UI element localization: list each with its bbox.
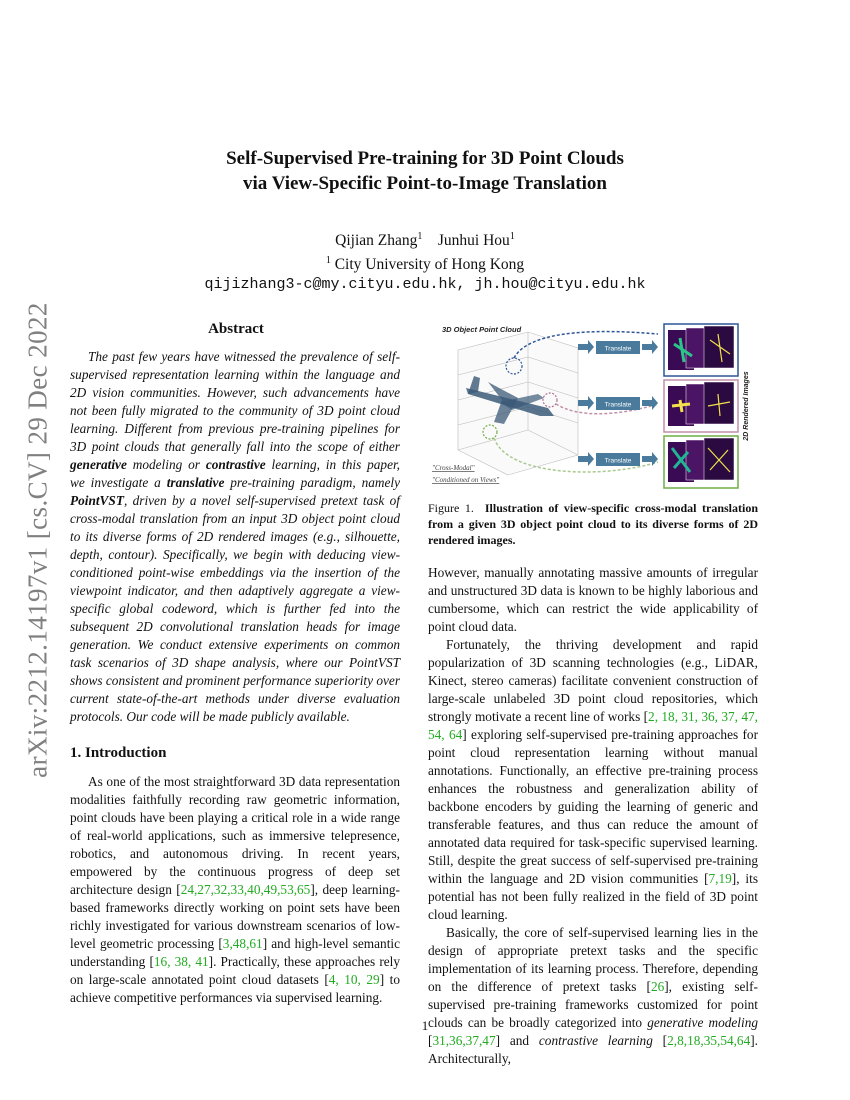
citation-link[interactable]: 26 [650,979,665,994]
intro-heading: 1. Introduction [70,745,167,761]
translate-row-3 [578,452,658,466]
author-emails: qijizhang3-c@my.cityu.edu.hk, jh.hou@cityu.edu.hk [204,276,646,294]
abstract-text-4: pre-training paradigm, namely [224,475,401,490]
right-column-body [428,564,758,1068]
right-text-4: Basically, the core of self-supervised learning lies in the design of appropriate pretext tasks and the specific implementation of its learning process. Therefore, depending on the difference of pretext tasks [ [428,925,758,994]
right-text-1: Fortunately, the thriving development and rapid popularization of 3D scanning technologies (e.g., LiDAR, Kinect, stereo cameras) facilitate convenient construction of large-scale unlabeled 3D point cloud repositories, which strongly motivate a recent line of works [ [428,637,758,724]
right-text-6: [ [428,1033,433,1048]
rendered-images-label: 2D Rendered Images [743,371,750,441]
citation-link[interactable]: 7,19 [708,871,732,886]
label-conditioned-views: "Conditioned on Views" [432,476,500,484]
affiliation [110,251,740,275]
arxiv-identifier: arXiv:2212.14197v1 [cs.CV] 29 Dec 2022 [22,302,53,778]
rendered-images-1 [664,324,738,376]
abstract-emph-pointvst: PointVST [70,493,124,508]
abstract-emph-generative: generative [70,457,127,472]
abstract-text-5: , driven by a novel self-supervised pretext task of cross-modal translation from an input 3D object point cloud to its diverse forms of 2D rendered images (e.g., silhouette, depth, contour). Specifically, we begin with deducing view-conditioned point-wise embeddings via the insertion of the viewpoint indicator, and then adaptively aggregate a view-specific global codeword, which is further fed into the subsequent 2D convolutional translation heads for image generation. We conduct extensive experiments on common task scenarios of 3D shape analysis, where our PointVST shows consistent and prominent performance superiority over current state-of-the-art methods under diverse evaluation protocols. Our code will be made publicly available. [70,493,400,724]
right-paragraph-2 [428,636,758,924]
figure-1-caption [428,500,758,548]
citation-link[interactable]: 4, 10, 29 [328,972,380,987]
intro-text-4: ]. Practically, these approaches rely on large-scale annotated point cloud datasets [ [70,954,401,987]
intro-text-5: ] to achieve competitive performances via supervised learning. [70,972,400,1005]
intro-text-1: As one of the most straightforward 3D data representation modalities faithfully recording raw geometric information, point clouds have been playing a critical role in a wide range of real-world applications, such as immersive telepresence, robotics, and autonomous driving. In recent years, empowered by the continuous progress of deep set architecture design [ [70,774,400,897]
rendered-images-2 [664,380,738,432]
citation-link[interactable]: 16, 38, 41 [153,954,209,969]
term-contrastive-learning: contrastive learning [538,1033,653,1048]
abstract-paragraph [70,348,400,726]
translate-label-1: Translate [604,345,632,353]
citation-link[interactable]: 3,48,61 [222,936,263,951]
citation-link[interactable]: 31,36,37,47 [432,1033,496,1048]
term-generative-modeling: generative modeling [647,1015,758,1030]
abstract-emph-translative: translative [166,475,225,490]
author-names [110,227,740,251]
abstract-text-2: modeling or [126,457,206,472]
right-text-2: ] exploring self-supervised pre-training approaches for point cloud representation learning without manual annotations. Functionally, an effective pre-training process enhances the robustness and generalization ability of backbone encoders by guiding the learning of generic and transferable features, and thus can reduce the amount of annotated data required for task-specific supervised learning. Still, despite the great success of self-supervised pre-training within the language and 2D vision communities [ [428,727,759,886]
right-paragraph-1: However, manually annotating massive amounts of irregular and unstructured 3D data is known to be highly laborious and cumbersome, which can restrict the wide applicability of point cloud data. [428,565,758,634]
author-block [110,227,740,295]
author-2: Junhui Hou [437,232,510,250]
translate-row-1 [578,340,658,354]
right-text-7: ] and [495,1033,539,1048]
rendered-images-3 [664,436,738,488]
title-line-1: Self-Supervised Pre-training for 3D Point Clouds [226,148,624,169]
intro-text-2: ], deep learning-based frameworks directly working on point sets have been richly investigated for various downstream scenarios of low-level geometric processing [ [70,882,400,951]
caption-prefix: Figure 1. [428,501,474,515]
author-1-sup: 1 [417,231,423,242]
right-text-5: ], existing self-supervised pre-training frameworks customized for point clouds can be broadly categorized into [428,979,758,1030]
figure-title: 3D Object Point Cloud [442,325,522,334]
caption-text: Illustration of view-specific cross-modal translation from a given 3D object point cloud to its diverse forms of 2D rendered images. [428,501,759,547]
paper-title [110,146,740,196]
abstract-heading: Abstract [208,321,264,337]
citation-link[interactable]: 2,8,18,35,54,64 [667,1033,751,1048]
right-paragraph-3 [428,924,758,1068]
abstract-text-1: The past few years have witnessed the prevalence of self-supervised representation learning within the language and 2D vision communities. However, such advancements have not been fully migrated to the community of 3D point cloud learning. Different from previous pre-training pipelines for 3D point clouds that generally fall into the scope of either [70,349,400,454]
right-text-3: ], its potential has not been fully realized in the field of 3D point cloud learning. [428,871,758,922]
right-text-9: ]. Architecturally, [428,1033,758,1066]
title-line-2: via View-Specific Point-to-Image Translation [243,173,607,194]
abstract-text-3: learning, in this paper, we investigate a [70,457,400,490]
author-2-sup: 1 [509,231,515,242]
citation-link[interactable]: 24,27,32,33,40,49,53,65 [180,882,311,897]
translate-label-2: Translate [604,401,632,409]
intro-body [70,773,400,1007]
citation-link[interactable]: 2, 18, 31, 36, 37, 47, 54, 64 [428,709,758,742]
figure-1 [428,320,758,490]
abstract-emph-contrastive: contrastive [205,457,266,472]
author-1: Qijian Zhang [335,232,418,250]
right-text-8: [ [652,1033,668,1048]
intro-paragraph-1 [70,773,400,1007]
arxiv-sidebar [18,290,58,790]
abstract-body [70,348,400,726]
intro-text-3: ] and high-level semantic understanding [ [70,936,400,969]
affiliation-sup: 1 [325,255,331,267]
affiliation-name: City University of Hong Kong [334,256,525,274]
page-number: 1 [421,1018,429,1033]
translate-label-3: Translate [604,457,632,465]
label-cross-modal: "Cross-Modal" [432,464,475,472]
